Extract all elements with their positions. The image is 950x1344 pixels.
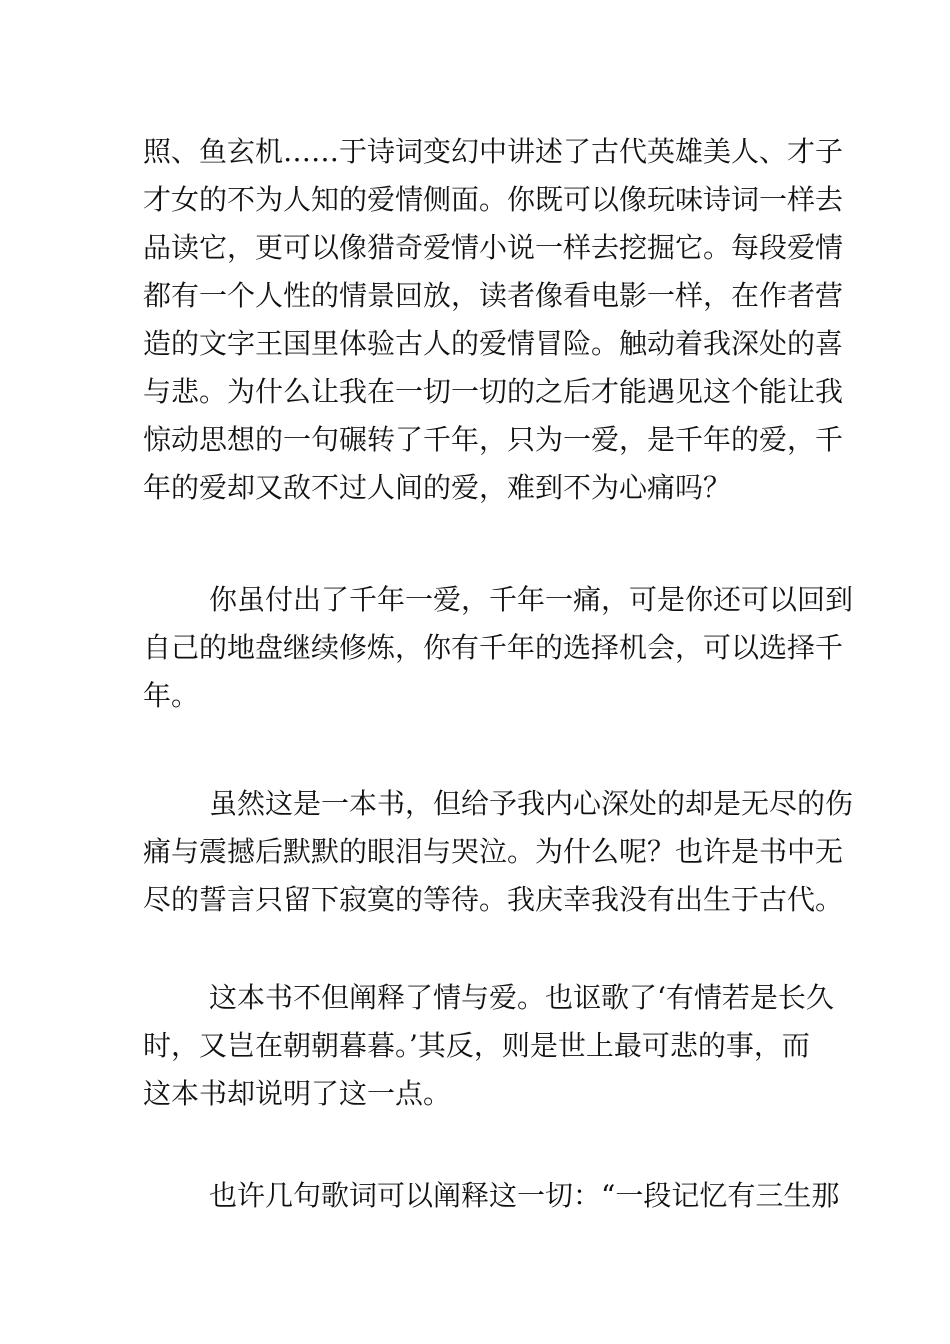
paragraph-line: 造的文字王国里体验古人的爱情冒险。触动着我深处的喜 [143,327,844,360]
paragraph-line: 年。 [143,679,200,712]
paragraph-line: 品读它，更可以像猎奇爱情小说一样去挖掘它。每段爱情 [143,231,844,264]
paragraph-line: 尽的誓言只留下寂寞的等待。我庆幸我没有出生于古代。 [143,883,844,916]
paragraph-line: 这本书却说明了这一点。 [143,1077,452,1110]
paragraph-line: 年的爱却又敌不过人间的爱，难到不为心痛吗？ [143,471,732,504]
paragraph-line: 都有一个人性的情景回放，读者像看电影一样，在作者营 [143,279,844,312]
paragraph-2 [143,576,854,720]
paragraph-4 [143,974,834,1118]
paragraph-line: 这本书不但阐释了情与爱。也讴歌了‘有情若是长久 [209,981,834,1014]
paragraph-3 [143,780,854,924]
paragraph-line: 痛与震撼后默默的眼泪与哭泣。为什么呢？也许是书中无 [143,835,844,868]
paragraph-line: 也许几句歌词可以阐释这一切：“一段记忆有三生那 [209,1179,840,1212]
paragraph-line: 时，又岂在朝朝暮暮。’其反，则是世上最可悲的事，而 [143,1029,810,1062]
paragraph-line: 与悲。为什么让我在一切一切的之后才能遇见这个能让我 [143,375,844,408]
paragraph-5 [143,1172,840,1220]
paragraph-1 [143,128,844,512]
paragraph-line: 自己的地盘继续修炼，你有千年的选择机会，可以选择千 [143,631,844,664]
paragraph-line: 虽然这是一本书，但给予我内心深处的却是无尽的伤 [209,787,854,820]
paragraph-line: 才女的不为人知的爱情侧面。你既可以像玩味诗词一样去 [143,183,844,216]
paragraph-line: 惊动思想的一句碾转了千年，只为一爱，是千年的爱，千 [143,423,844,456]
paragraph-line: 你虽付出了千年一爱，千年一痛，可是你还可以回到 [209,583,854,616]
paragraph-line: 照、鱼玄机……于诗词变幻中讲述了古代英雄美人、才子 [143,135,844,168]
